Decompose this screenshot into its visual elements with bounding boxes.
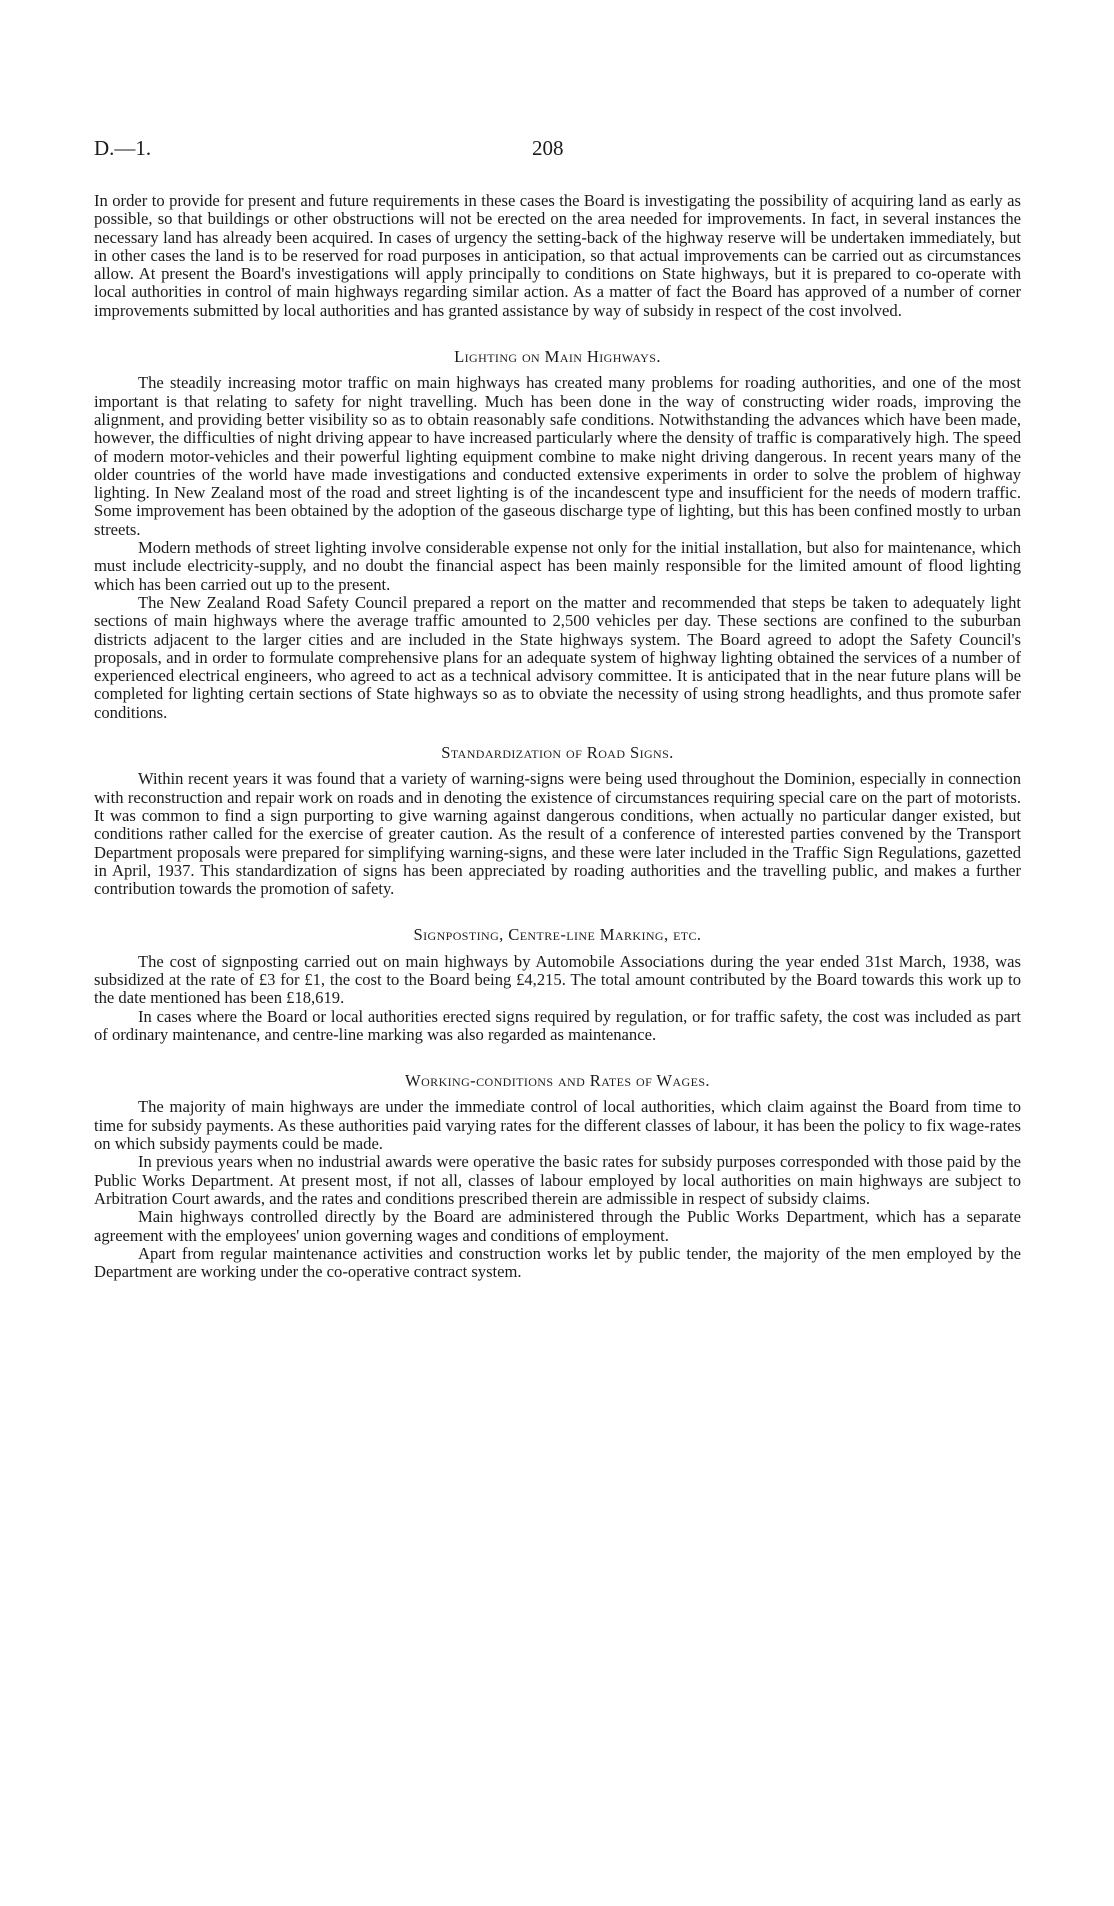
section-heading-road-signs: Standardization of Road Signs. bbox=[441, 743, 674, 763]
page-header bbox=[94, 136, 1022, 166]
working-conditions-paragraph-3: Main highways controlled directly by the Board are administered through the Public Works Department, which has a separate agreement with the employees' union governing wages and conditions of employment. bbox=[94, 1207, 1021, 1245]
intro-paragraph: In order to provide for present and future requirements in these cases the Board is investigating the possibility of acquiring land as early as possible, so that buildings or other obstructions will not be erected on the area needed for improvements. In fact, in several instances the necessary land has already been acquired. In cases of urgency the setting-back of the highway reserve will be undertaken immediately, but in other cases the land is to be reserved for road purposes in anticipation, so that actual improvements can be carried out as circumstances allow. At present the Board's investigations will apply principally to conditions on State highways, but it is prepared to co-operate with local authorities in control of main highways regarding similar action. As a matter of fact the Board has approved of a number of corner improvements submitted by local authorities and has granted assistance by way of subsidy in respect of the cost involved. bbox=[94, 191, 1021, 320]
working-conditions-paragraph-2: In previous years when no industrial awards were operative the basic rates for subsidy purposes corresponded with those paid by the Public Works Department. At present most, if not all, classes of labour employed by local authorities on main highways are subject to Arbitration Court awards, and the rates and conditions prescribed therein are admissible in respect of subsidy claims. bbox=[94, 1152, 1021, 1208]
section-heading-working-conditions: Working-conditions and Rates of Wages. bbox=[405, 1071, 710, 1091]
signposting-paragraph-1: The cost of signposting carried out on main highways by Automobile Associations during the year ended 31st March, 1938, was subsidized at the rate of £3 for £1, the cost to the Board being £4,215. The total amount contributed by the Board towards this work up to the date mentioned has been £18,619. bbox=[94, 951, 1021, 1008]
lighting-paragraph-2: Modern methods of street lighting involve considerable expense not only for the initial installation, but also for maintenance, which must include electricity-supply, and no doubt the financial aspect has been mainly responsible for the limited amount of flood lighting which has been carried out up to the present. bbox=[94, 538, 1021, 594]
page-number: 208 bbox=[532, 136, 564, 160]
road-signs-paragraph-1: Within recent years it was found that a variety of warning-signs were being used throughout the Dominion, especially in connection with reconstruction and repair work on roads and in denoting the existence of circumstances requiring special care on the part of motorists. It was common to find a sign purporting to give warning against dangerous conditions, when actually no particular danger existed, but conditions rather called for the exercise of greater caution. As the result of a conference of interested parties convened by the Transport Department proposals were prepared for simplifying warning-signs, and these were later included in the Traffic Sign Regulations, gazetted in April, 1937. This standardization of signs has been appreciated by roading authorities and the travelling public, and makes a further contribution towards the promotion of safety. bbox=[94, 769, 1021, 899]
document-reference: D.—1. bbox=[94, 136, 152, 160]
working-conditions-paragraph-4: Apart from regular maintenance activities and construction works let by public tender, the majority of the men employed by the Department are working under the co-operative contract system. bbox=[94, 1243, 1021, 1282]
section-heading-lighting: Lighting on Main Highways. bbox=[454, 347, 661, 367]
section-heading-signposting: Signposting, Centre-line Marking, etc. bbox=[413, 925, 702, 945]
lighting-paragraph-1: The steadily increasing motor traffic on main highways has created many problems for roading authorities, and one of the most important is that relating to safety for night travelling. Much has been done in the way of constructing wider roads, improving the alignment, and providing better visibility so as to obtain reasonably safe conditions. Notwithstanding the advances which have been made, however, the difficulties of night driving appear to have increased particularly where the density of traffic is comparatively high. The speed of modern motor-vehicles and their powerful lighting equipment combine to make night driving dangerous. In recent years many of the older countries of the world have made investigations and conducted extensive experiments in order to solve the problem of highway lighting. In New Zealand most of the road and street lighting is of the incandescent type and insufficient for the needs of modern traffic. Some improvement has been obtained by the adoption of the gaseous discharge type of lighting, but this has been confined mostly to urban streets. bbox=[94, 373, 1021, 539]
lighting-paragraph-3: The New Zealand Road Safety Council prepared a report on the matter and recommended that steps be taken to adequately light sections of main highways where the average traffic amounted to 2,500 vehicles per day. These sections are confined to the suburban districts adjacent to the larger cities and are included in the State highways system. The Board agreed to adopt the Safety Council's proposals, and in order to formulate comprehensive plans for an adequate system of highway lighting obtained the services of a number of experienced electrical engineers, who agreed to act as a technical advisory committee. It is anticipated that in the near future plans will be completed for lighting certain sections of State highways so as to obviate the necessity of using strong headlights, and thus promote safer conditions. bbox=[94, 592, 1021, 722]
working-conditions-paragraph-1: The majority of main highways are under the immediate control of local authorities, which claim against the Board from time to time for subsidy payments. As these authorities paid varying rates for the different classes of labour, it has been the policy to fix wage-rates on which subsidy payments could be made. bbox=[94, 1097, 1021, 1154]
page-body bbox=[94, 192, 1021, 1281]
signposting-paragraph-2: In cases where the Board or local authorities erected signs required by regulation, or for traffic safety, the cost was included as part of ordinary maintenance, and centre-line marking was also regarded as maintenance. bbox=[94, 1006, 1021, 1044]
